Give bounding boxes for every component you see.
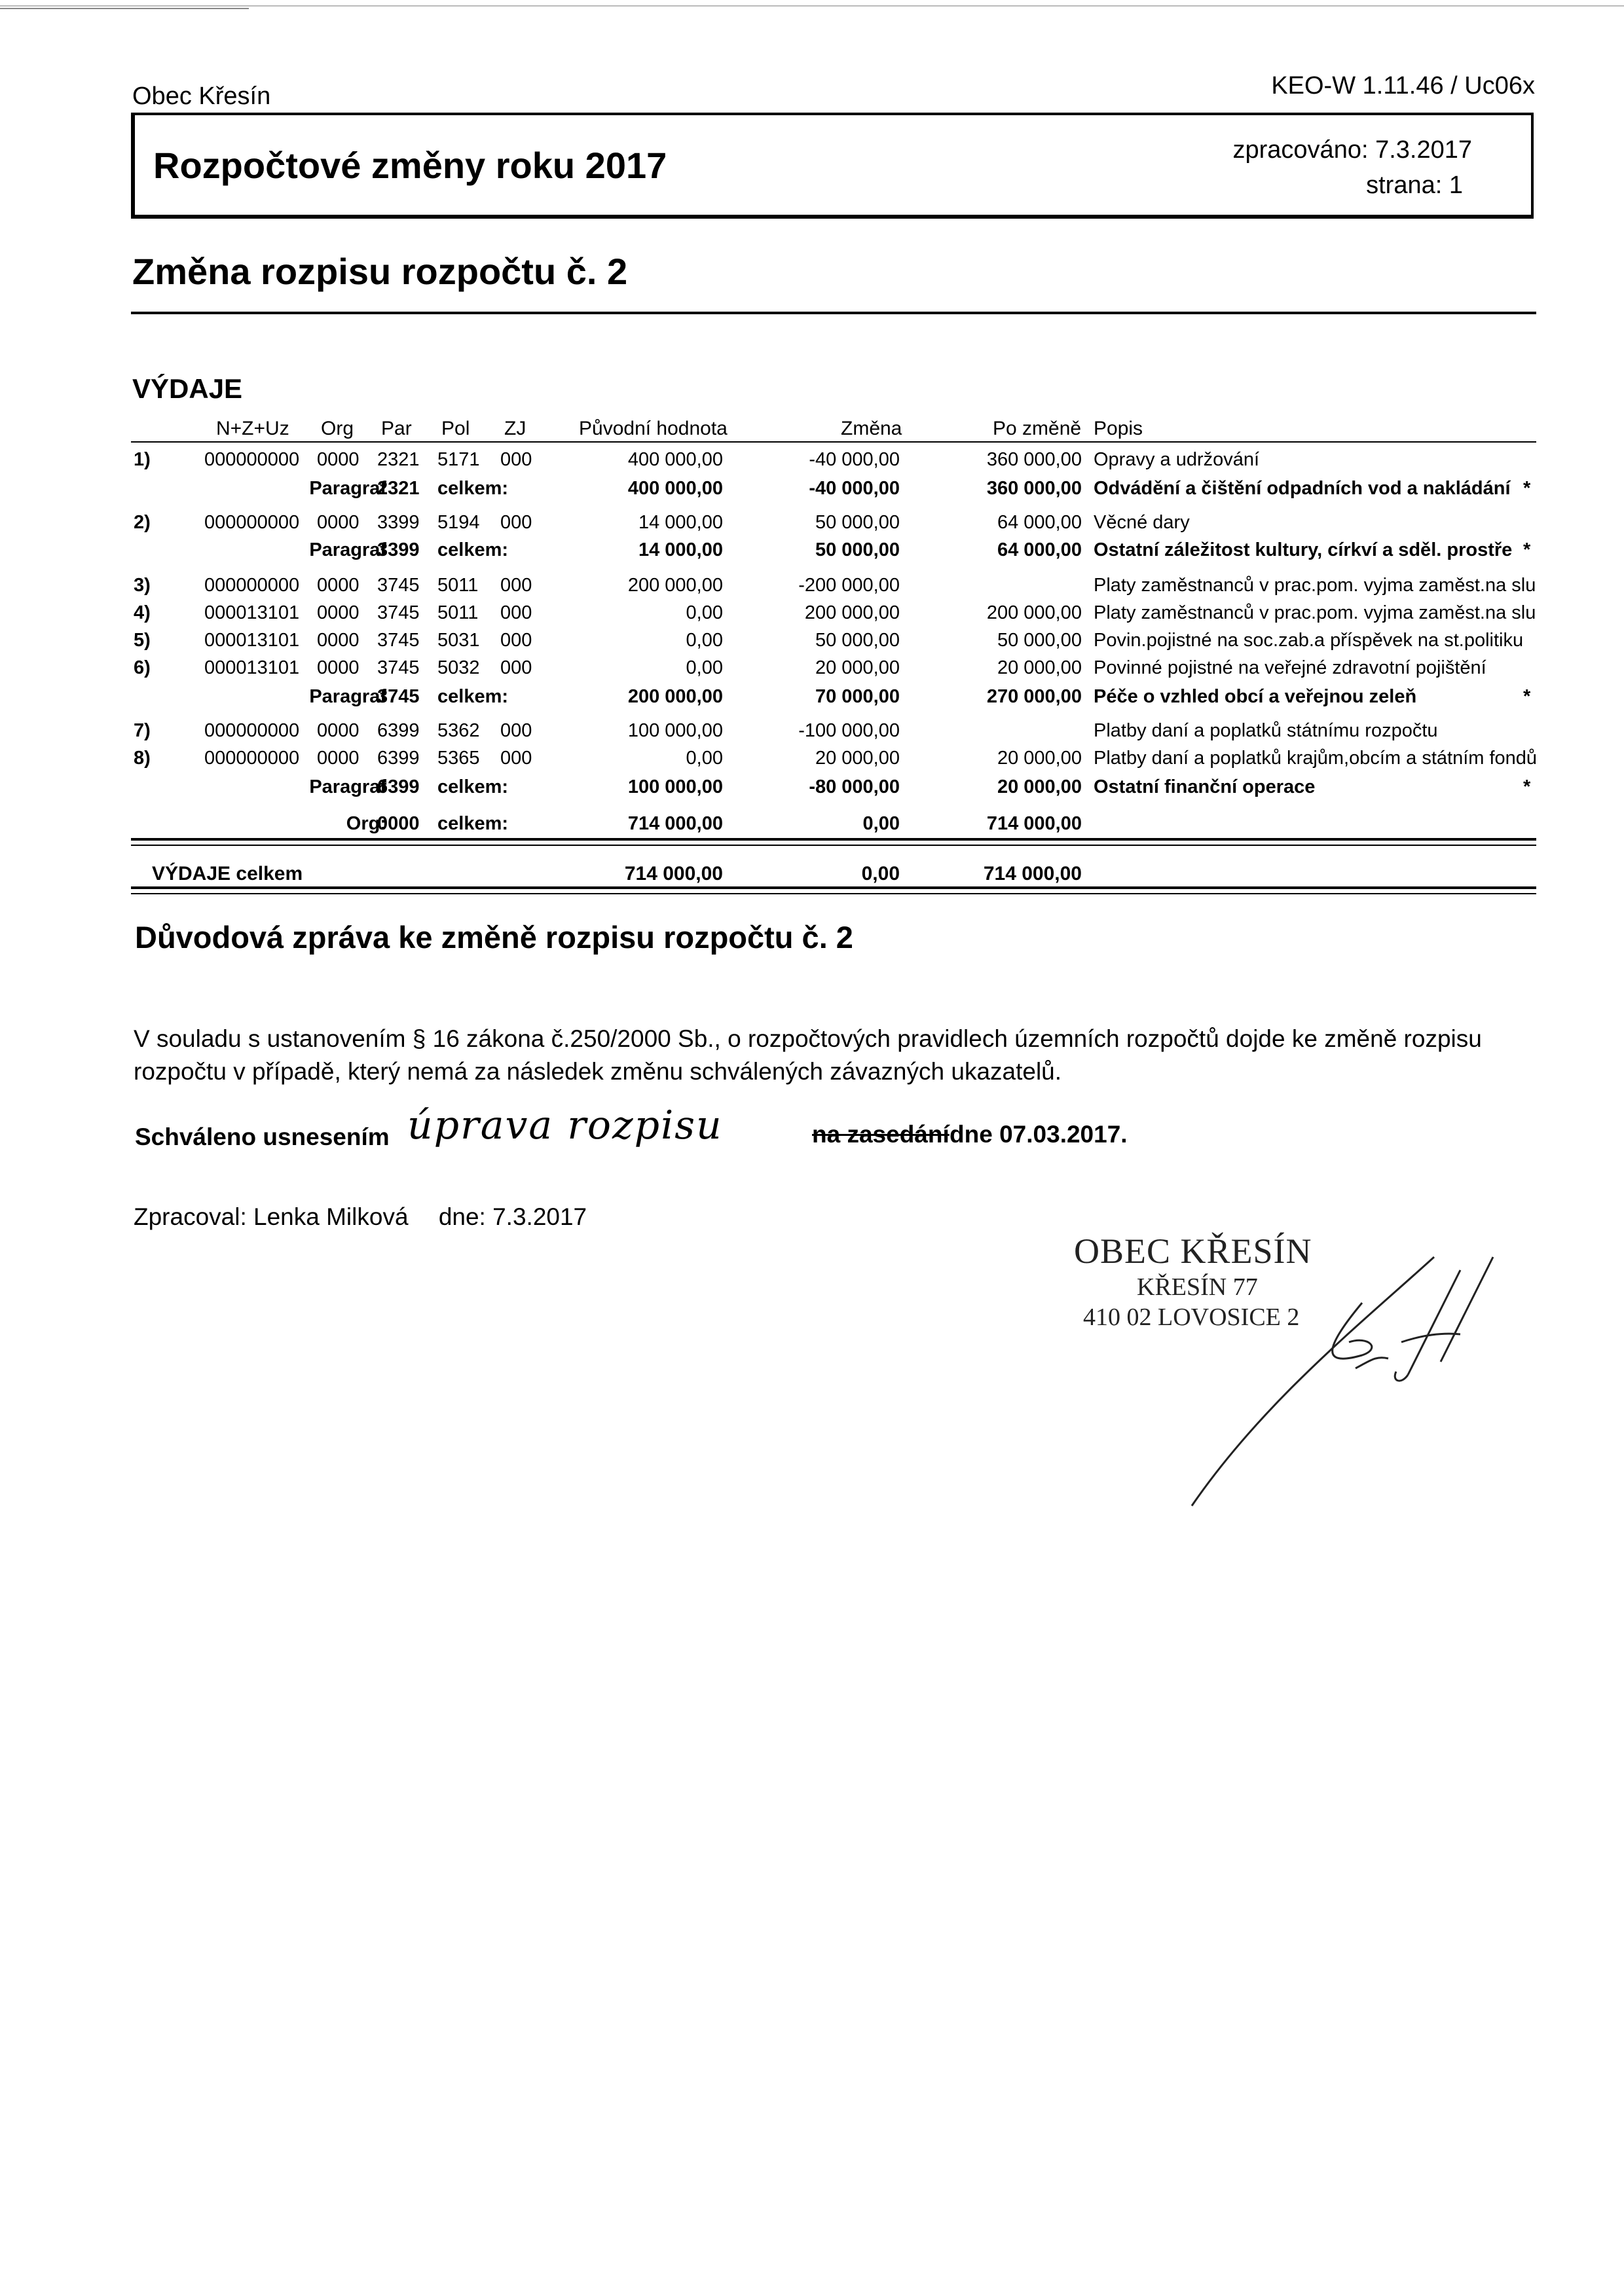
approved-label: Schváleno usnesením <box>135 1123 390 1150</box>
row-star: * <box>1523 776 1531 797</box>
page-number: 1 <box>1449 172 1463 199</box>
processing-info <box>1233 132 1473 203</box>
row-zj: 000 <box>500 657 532 678</box>
row-org: 0000 <box>317 657 360 678</box>
row-number: 5) <box>134 630 151 651</box>
row-description: Ostatní záležitost kultury, církví a sděl. prostře <box>1094 539 1513 560</box>
row-pol: 5011 <box>437 575 479 596</box>
row-original: 0,00 <box>686 657 723 678</box>
row-change: 200 000,00 <box>804 602 900 623</box>
table-row <box>0 478 1624 507</box>
row-after: 20 000,00 <box>997 748 1082 769</box>
row-after: 64 000,00 <box>997 512 1082 533</box>
table-row <box>0 630 1624 659</box>
row-org: 0000 <box>317 512 360 533</box>
struck-text: na zasedání <box>812 1121 950 1148</box>
row-change: -40 000,00 <box>809 478 900 499</box>
handwritten-resolution: úprava rozpisu <box>407 1102 723 1148</box>
table-row <box>0 748 1624 776</box>
col-header-pol: Pol <box>441 418 470 439</box>
total-rule <box>131 886 1536 889</box>
row-nzu: 000000000 <box>204 449 300 470</box>
expenses-total-label: VÝDAJE celkem <box>152 863 303 884</box>
table-row <box>0 657 1624 686</box>
row-original: 400 000,00 <box>627 478 723 499</box>
table-row <box>0 449 1624 478</box>
row-sum-label: Paragraf <box>309 776 386 797</box>
row-number: 7) <box>134 720 151 741</box>
row-par: 3745 <box>377 602 420 623</box>
row-change: -100 000,00 <box>798 720 900 741</box>
col-header-original: Původní hodnota <box>579 418 728 439</box>
document-code: KEO-W 1.11.46 / Uc06x <box>1271 72 1535 100</box>
row-change: 20 000,00 <box>815 657 900 678</box>
row-sum-code: 2321 <box>377 478 420 499</box>
row-description: Věcné dary <box>1094 512 1190 533</box>
section-title: Změna rozpisu rozpočtu č. 2 <box>132 251 628 292</box>
col-header-after: Po změně <box>993 418 1082 439</box>
row-zj: 000 <box>500 512 532 533</box>
row-pol: 5362 <box>437 720 480 741</box>
row-org: 0000 <box>317 748 360 769</box>
row-sum-label2: celkem: <box>437 478 509 499</box>
row-pol: 5011 <box>437 602 479 623</box>
row-description: Ostatní finanční operace <box>1094 776 1316 797</box>
table-row <box>0 539 1624 568</box>
row-original: 100 000,00 <box>627 776 723 797</box>
table-row <box>0 776 1624 805</box>
row-org: 0000 <box>317 575 360 596</box>
row-zj: 000 <box>500 630 532 651</box>
row-sum-code: 6399 <box>377 776 420 797</box>
stamp-line-3: 410 02 LOVOSICE 2 <box>1083 1303 1300 1331</box>
row-after: 360 000,00 <box>986 449 1082 470</box>
processed-by <box>134 1203 587 1231</box>
row-pol: 5032 <box>437 657 480 678</box>
row-change: -40 000,00 <box>809 449 900 470</box>
row-nzu: 000000000 <box>204 720 300 741</box>
row-org: 0000 <box>317 602 360 623</box>
col-header-org: Org <box>321 418 354 439</box>
row-pol: 5365 <box>437 748 480 769</box>
row-par: 3745 <box>377 575 420 596</box>
row-change: 50 000,00 <box>815 539 900 560</box>
row-change: 70 000,00 <box>815 686 900 707</box>
row-original: 14 000,00 <box>638 512 723 533</box>
row-description: Povin.pojistné na soc.zab.a příspěvek na st.politiku <box>1094 630 1524 651</box>
page-label: strana: <box>1366 172 1443 199</box>
row-sum-label2: celkem: <box>437 539 509 560</box>
row-star: * <box>1523 539 1531 560</box>
row-change: 50 000,00 <box>815 630 900 651</box>
table-heading: VÝDAJE <box>132 373 243 404</box>
row-par: 2321 <box>377 449 420 470</box>
scan-edge-line <box>0 5 1624 7</box>
table-row <box>0 720 1624 749</box>
row-number: 2) <box>134 512 151 533</box>
row-nzu: 000013101 <box>204 657 300 678</box>
approval-date-text: dne 07.03.2017. <box>950 1121 1128 1148</box>
table-row <box>0 686 1624 715</box>
reason-text: V souladu s ustanovením § 16 zákona č.250/2000 Sb., o rozpočtových pravidlech územních rozpočtů dojde ke změně rozpisu rozpočtu v případě, který nemá za následek změnu schválených závazných ukazatelů. <box>134 1025 1482 1085</box>
row-after: 200 000,00 <box>986 602 1082 623</box>
col-header-zj: ZJ <box>504 418 526 439</box>
row-original: 0,00 <box>686 748 723 769</box>
row-pol: 5194 <box>437 512 480 533</box>
row-change: 50 000,00 <box>815 512 900 533</box>
row-number: 4) <box>134 602 151 623</box>
processed-by-label: Zpracoval: <box>134 1203 247 1230</box>
row-original: 0,00 <box>686 630 723 651</box>
row-zj: 000 <box>500 575 532 596</box>
row-zj: 000 <box>500 602 532 623</box>
row-org: 0000 <box>317 630 360 651</box>
table-row <box>0 512 1624 541</box>
row-zj: 000 <box>500 748 532 769</box>
row-description: Platby daní a poplatků státnímu rozpočtu <box>1094 720 1438 741</box>
row-sum-label2: celkem: <box>437 686 509 707</box>
row-pol: 5031 <box>437 630 480 651</box>
row-sum-label: Paragraf <box>309 478 386 499</box>
col-header-change: Změna <box>841 418 902 439</box>
row-number: 3) <box>134 575 151 596</box>
row-org: 0000 <box>317 449 360 470</box>
processed-by-date: 7.3.2017 <box>492 1203 587 1230</box>
table-row <box>0 602 1624 631</box>
row-original: 400 000,00 <box>627 449 723 470</box>
org-total-rule <box>131 838 1536 841</box>
row-after: 20 000,00 <box>997 776 1082 797</box>
row-after: 360 000,00 <box>986 478 1082 499</box>
row-description: Opravy a udržování <box>1094 449 1260 470</box>
row-description: Odvádění a čištění odpadních vod a nakládání <box>1094 478 1511 499</box>
row-org: 0000 <box>317 720 360 741</box>
expenses-total-change: 0,00 <box>861 863 900 884</box>
row-change: -200 000,00 <box>798 575 900 596</box>
row-par: 3745 <box>377 657 420 678</box>
processed-by-name: Lenka Milková <box>253 1203 409 1230</box>
row-original: 100 000,00 <box>627 720 723 741</box>
row-number: 6) <box>134 657 151 678</box>
table-row <box>0 575 1624 604</box>
approval-date <box>812 1121 1128 1148</box>
col-header-par: Par <box>381 418 412 439</box>
row-zj: 000 <box>500 449 532 470</box>
expenses-total-original: 714 000,00 <box>624 863 723 884</box>
row-description: Platy zaměstnanců v prac.pom. vyjma zaměst.na slu <box>1094 575 1536 596</box>
row-nzu: 000013101 <box>204 630 300 651</box>
row-original: 0,00 <box>686 602 723 623</box>
row-description: Péče o vzhled obcí a veřejnou zeleň <box>1094 686 1417 707</box>
row-number: 1) <box>134 449 151 470</box>
signature-icon <box>1166 1244 1506 1519</box>
row-after: 714 000,00 <box>986 813 1082 834</box>
row-change: -80 000,00 <box>809 776 900 797</box>
row-after: 20 000,00 <box>997 657 1082 678</box>
row-after: 64 000,00 <box>997 539 1082 560</box>
reason-title: Důvodová zpráva ke změně rozpisu rozpočtu č. 2 <box>135 920 853 955</box>
row-nzu: 000013101 <box>204 602 300 623</box>
row-after: 270 000,00 <box>986 686 1082 707</box>
row-original: 14 000,00 <box>638 539 723 560</box>
row-change: 20 000,00 <box>815 748 900 769</box>
section-rule <box>131 312 1536 314</box>
expenses-total-after: 714 000,00 <box>983 863 1082 884</box>
row-zj: 000 <box>500 720 532 741</box>
row-change: 0,00 <box>862 813 900 834</box>
row-nzu: 000000000 <box>204 575 300 596</box>
row-par: 3745 <box>377 630 420 651</box>
row-sum-code: 3399 <box>377 539 420 560</box>
row-star: * <box>1523 686 1531 707</box>
org-total-rule <box>131 845 1536 846</box>
processed-by-date-label: dne: <box>438 1203 486 1230</box>
row-sum-label: Paragraf <box>309 539 386 560</box>
row-original: 200 000,00 <box>627 575 723 596</box>
document-title: Rozpočtové změny roku 2017 <box>153 145 667 186</box>
row-sum-label: Paragraf <box>309 686 386 707</box>
col-header-nzu: N+Z+Uz <box>216 418 289 439</box>
row-star: * <box>1523 478 1531 499</box>
row-sum-label2: celkem: <box>437 776 509 797</box>
stamp-line-1: OBEC KŘESÍN <box>1074 1231 1312 1271</box>
row-original: 200 000,00 <box>627 686 723 707</box>
scan-edge-line <box>0 8 249 9</box>
processed-label: zpracováno: <box>1232 136 1369 164</box>
row-after: 50 000,00 <box>997 630 1082 651</box>
row-sum-label: Org: <box>346 813 386 834</box>
total-rule <box>131 893 1536 894</box>
municipality-name: Obec Křesín <box>132 82 271 110</box>
stamp-line-2: KŘESÍN 77 <box>1137 1273 1258 1301</box>
row-pol: 5171 <box>437 449 480 470</box>
row-description: Platby daní a poplatků krajům,obcím a státním fondů <box>1094 748 1538 769</box>
header-rule <box>131 441 1536 443</box>
row-description: Platy zaměstnanců v prac.pom. vyjma zaměst.na slu <box>1094 602 1536 623</box>
row-sum-code: 3745 <box>377 686 420 707</box>
row-par: 6399 <box>377 720 420 741</box>
row-nzu: 000000000 <box>204 748 300 769</box>
row-par: 3399 <box>377 512 420 533</box>
row-nzu: 000000000 <box>204 512 300 533</box>
title-box <box>131 113 1534 219</box>
row-sum-code: 0000 <box>377 813 420 834</box>
row-sum-label2: celkem: <box>437 813 509 834</box>
row-description: Povinné pojistné na veřejné zdravotní pojištění <box>1094 657 1486 678</box>
row-number: 8) <box>134 748 151 769</box>
col-header-desc: Popis <box>1094 418 1143 439</box>
row-par: 6399 <box>377 748 420 769</box>
processed-date: 7.3.2017 <box>1375 136 1472 164</box>
row-original: 714 000,00 <box>627 813 723 834</box>
